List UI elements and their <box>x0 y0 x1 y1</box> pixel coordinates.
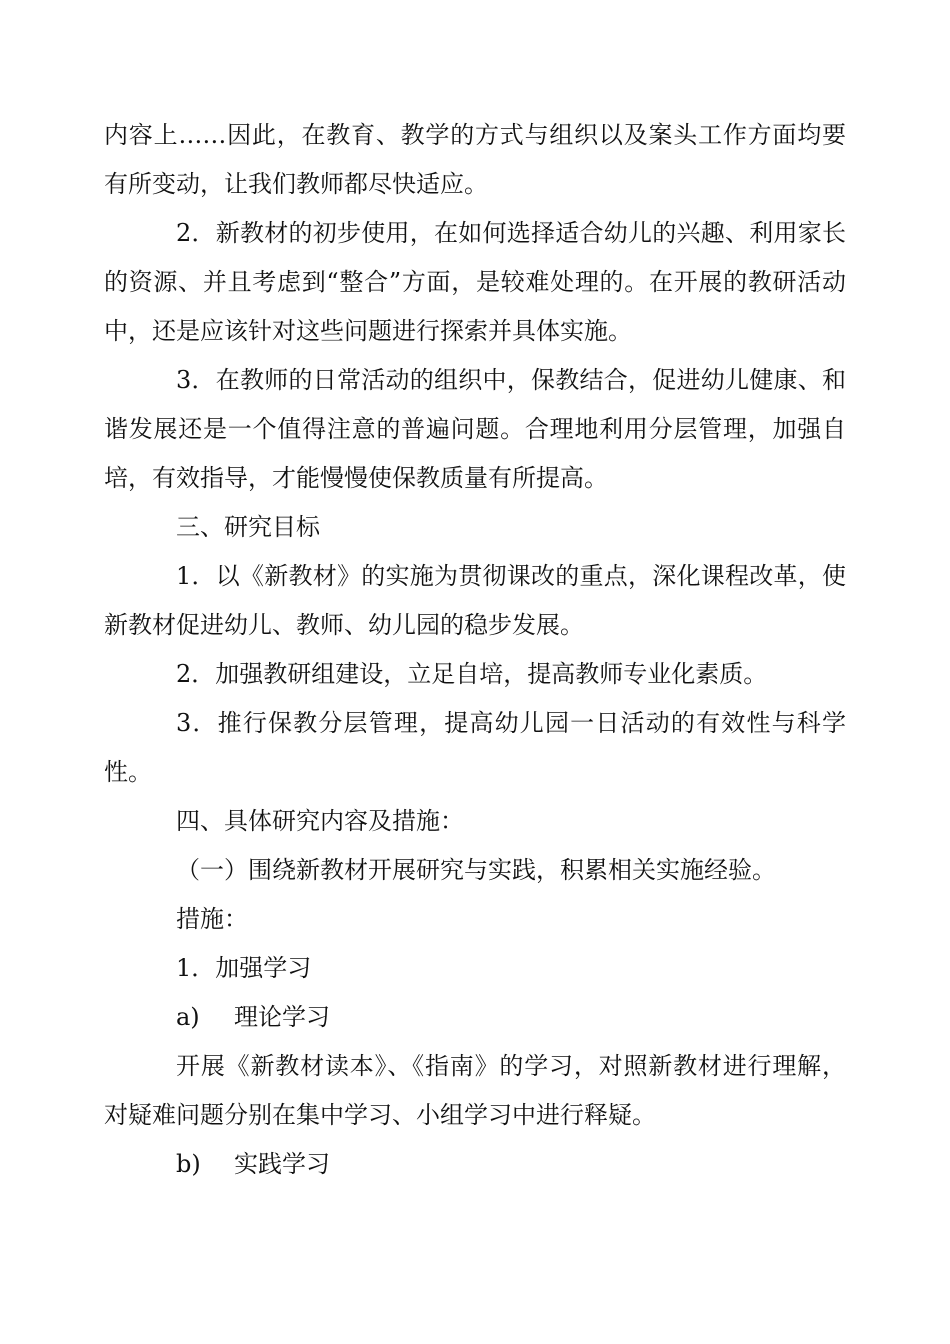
subsection-heading-1: （一）围绕新教材开展研究与实践，积累相关实施经验。 <box>176 856 776 884</box>
sub-item-b <box>104 1140 846 1189</box>
sub-item-b-text: 实践学习 <box>234 1150 330 1178</box>
section-heading-research-content: 四、具体研究内容及措施： <box>176 807 464 835</box>
goal-item-1: 1．以《新教材》的实施为贯彻课改的重点，深化课程改革，使新教材促进幼儿、教师、幼儿园的稳步发展。 <box>104 562 846 639</box>
document-body <box>104 111 846 1189</box>
paragraph-item-2: 2．新教材的初步使用，在如何选择适合幼儿的兴趣、利用家长的资源、并且考虑到“整合”方面，是较难处理的。在开展的教研活动中，还是应该针对这些问题进行探索并具体实施。 <box>104 219 846 345</box>
measures-label: 措施： <box>176 905 248 933</box>
goal-item-2: 2．加强教研组建设，立足自培，提高教师专业化素质。 <box>176 660 768 688</box>
section-heading-research-goals: 三、研究目标 <box>176 513 320 541</box>
goal-item-3: 3．推行保教分层管理，提高幼儿园一日活动的有效性与科学性。 <box>104 709 846 786</box>
paragraph-theory-study: 开展《新教材读本》、《指南》的学习，对照新教材进行理解，对疑难问题分别在集中学习、小组学习中进行释疑。 <box>104 1052 846 1129</box>
paragraph-item-3: 3．在教师的日常活动的组织中，保教结合，促进幼儿健康、和谐发展还是一个值得注意的普遍问题。合理地利用分层管理，加强自培，有效指导，才能慢慢使保教质量有所提高。 <box>104 366 846 492</box>
sub-item-a-text: 理论学习 <box>234 1003 330 1031</box>
sub-item-a <box>104 993 846 1042</box>
paragraph-continued: 内容上……因此，在教育、教学的方式与组织以及案头工作方面均要有所变动，让我们教师都尽快适应。 <box>104 121 846 198</box>
sub-item-a-marker: a) <box>176 1003 200 1031</box>
measure-item-1: 1．加强学习 <box>176 954 312 982</box>
sub-item-b-marker: b) <box>176 1150 201 1178</box>
